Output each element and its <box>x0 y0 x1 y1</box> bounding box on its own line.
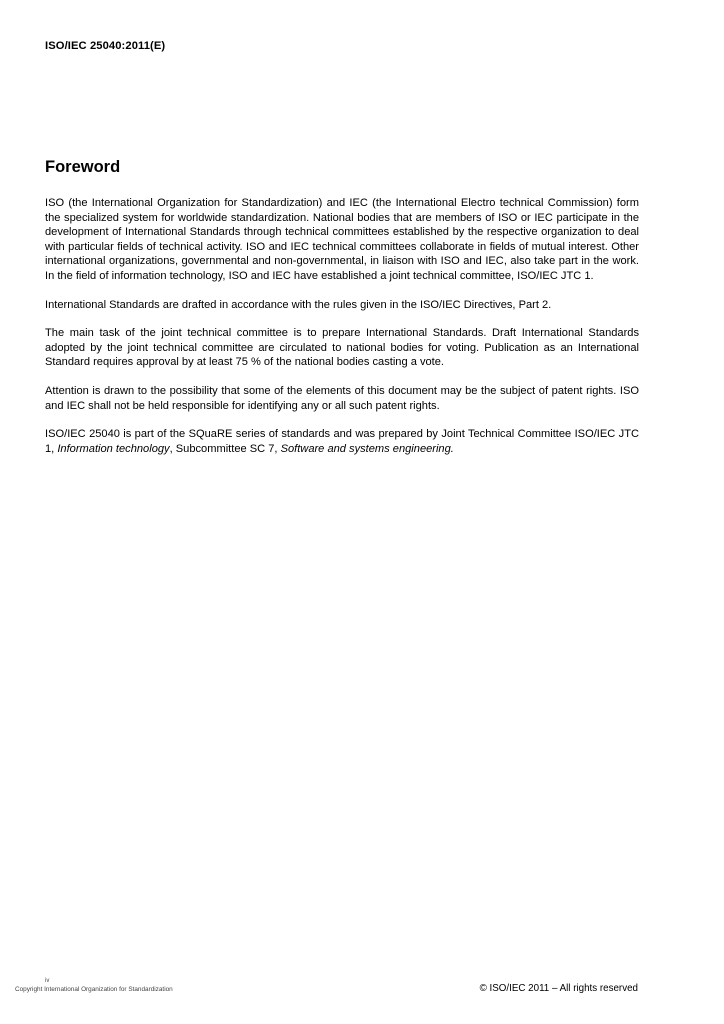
committee-title-italic: Information technology <box>57 442 170 455</box>
footer-copyright: Copyright International Organization for Standardization <box>15 986 173 993</box>
foreword-paragraph-2: International Standards are drafted in accordance with the rules given in the ISO/IEC Directives, Part 2. <box>45 298 552 311</box>
paragraph-5-text-a: ISO/IEC 25040 is part of the SQuaRE series of standards and was prepared by Joint Technical Committee ISO/IEC JTC 1, <box>45 428 639 455</box>
subcommittee-title-italic: Software and systems engineering. <box>280 442 454 455</box>
paragraph-5-text-b: , Subcommittee SC 7, <box>169 442 281 455</box>
footer-rights-reserved: © ISO/IEC 2011 – All rights reserved <box>479 983 638 994</box>
document-id-header: ISO/IEC 25040:2011(E) <box>45 40 166 52</box>
foreword-paragraph-1: ISO (the International Organization for Standardization) and IEC (the International Electro technical Commission) form the specialized system for worldwide standardization. National bodies that are members of ISO or IEC participate in the development of International Standards through technical committees established by the respective organization to deal with particular fields of technical activity. ISO and IEC technical committees collaborate in fields of mutual interest. Other international organizations, governmental and non-governmental, in liaison with ISO and IEC, also take part in the work. In the field of information technology, ISO and IEC have established a joint technical committee, ISO/IEC JTC 1. <box>45 197 639 282</box>
page-number: iv <box>45 978 50 984</box>
foreword-title: Foreword <box>45 158 121 176</box>
foreword-paragraph-4: Attention is drawn to the possibility that some of the elements of this document may be the subject of patent rights. ISO and IEC shall not be held responsible for identifying any or all such patent rights. <box>45 384 639 412</box>
foreword-paragraph-3: The main task of the joint technical committee is to prepare International Standards. Draft International Standards adopted by the joint technical committee are circulated to national bodies for voting. Publication as an International Standard requires approval by at least 75 % of the national bodies casting a vote. <box>45 327 639 369</box>
foreword-paragraph-5 <box>45 427 639 456</box>
foreword-body <box>45 196 639 470</box>
